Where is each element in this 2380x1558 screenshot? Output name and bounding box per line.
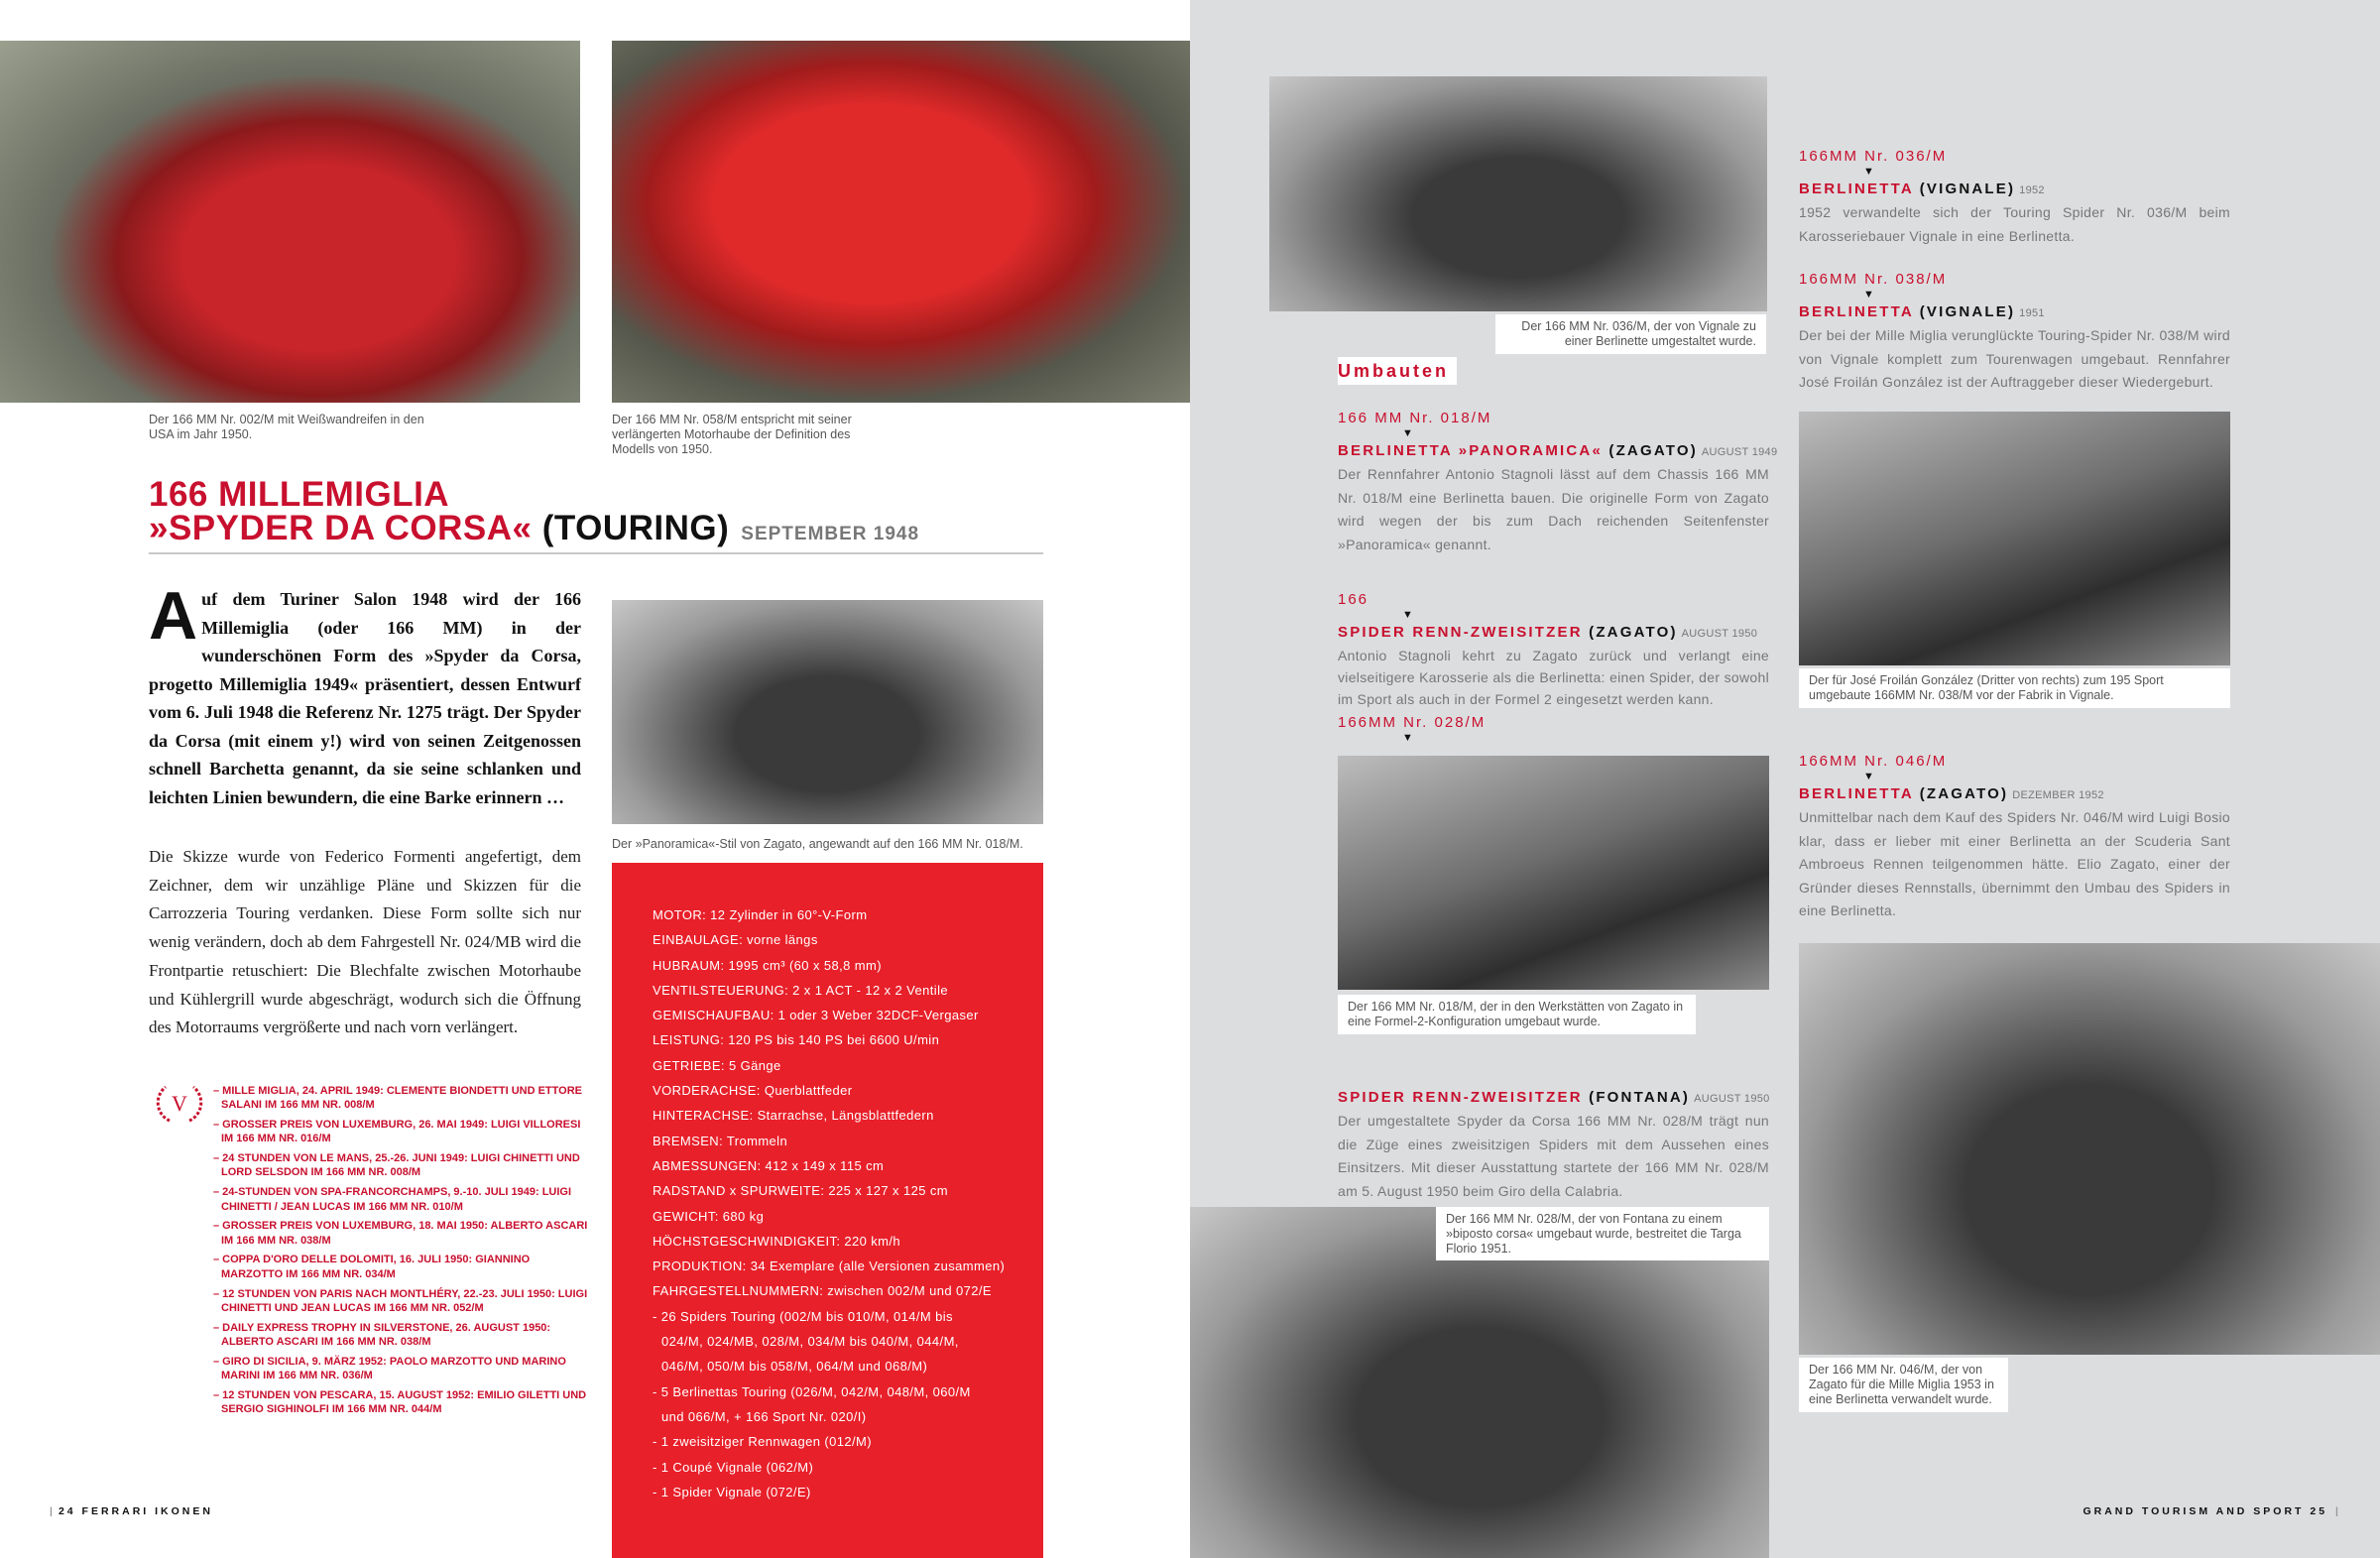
arrow-down-icon: ▼ <box>1402 732 1413 744</box>
entry-heading <box>1338 440 1778 463</box>
entry-date: 1951 <box>2019 307 2045 319</box>
spec-line: - 1 Coupé Vignale (062/M) <box>653 1459 814 1475</box>
footer-text: 24 FERRARI IKONEN <box>58 1505 213 1517</box>
entry-model: BERLINETTA <box>1799 303 1914 320</box>
spec-box <box>612 863 1043 1558</box>
spec-line: GEMISCHAUFBAU: 1 oder 3 Weber 32DCF-Vergaser <box>653 1008 979 1023</box>
photo-vignale-berlinetta-036 <box>1269 76 1767 311</box>
photo-zagato-berlinetta-520 <box>1799 943 2380 1355</box>
victory-item: – GROSSER PREIS VON LUXEMBURG, 26. MAI 1949: LUIGI VILLORESI IM 166 MM NR. 016/M <box>213 1119 581 1145</box>
photo-red-spyder-116 <box>612 41 1190 403</box>
photo-caption: Der 166 MM Nr. 002/M mit Weißwandreifen in den USA im Jahr 1950. <box>149 413 424 441</box>
entry-date: AUGUST 1950 <box>1694 1093 1770 1105</box>
entry-heading <box>1338 622 1769 645</box>
victory-item: – COPPA D'ORO DELLE DOLOMITI, 16. JULI 1950: GIANNINO MARZOTTO IM 166 MM NR. 034/M <box>213 1254 531 1280</box>
conversion-entry <box>1338 591 1769 710</box>
victory-item: – 24-STUNDEN VON SPA-FRANCORCHAMPS, 9.-10. JULI 1949: LUIGI CHINETTI / JEAN LUCAS IM 166 MM NR. 010/M <box>213 1186 572 1213</box>
title-coachbuilder: (TOURING) <box>541 509 730 547</box>
entry-coachbuilder: (FONTANA) <box>1589 1089 1691 1106</box>
photo-gonzalez-vignale <box>1799 412 2230 665</box>
spec-line: BREMSEN: Trommeln <box>653 1133 788 1148</box>
spec-line: PRODUKTION: 34 Exemplare (alle Versionen zusammen) <box>653 1258 1006 1274</box>
victory-item: – MILLE MIGLIA, 24. APRIL 1949: CLEMENTE BIONDETTI UND ETTORE SALANI IM 166 MM NR. 008/M <box>213 1085 583 1112</box>
title-divider <box>149 552 1043 554</box>
entry-coachbuilder: (ZAGATO) <box>1919 785 2009 802</box>
conversion-entry <box>1799 148 2230 248</box>
entry-date: AUGUST 1949 <box>1701 446 1778 458</box>
victory-item: – GIRO DI SICILIA, 9. MÄRZ 1952: PAOLO MARZOTTO UND MARINO MARINI IM 166 MM NR. 036/M <box>213 1355 566 1382</box>
chassis-number: 166MM Nr. 036/M <box>1799 148 1948 165</box>
entry-heading <box>1799 301 2230 324</box>
entry-coachbuilder: (ZAGATO) <box>1608 442 1698 459</box>
drop-cap: A <box>149 578 198 654</box>
photo-caption: Der für José Froilán González (Dritter von rechts) zum 195 Sport umgebaute 166MM Nr. 038/M vor der Fabrik in Vignale. <box>1799 668 2230 708</box>
spec-line: HUBRAUM: 1995 cm³ (60 x 58,8 mm) <box>653 957 882 973</box>
victory-item: – 12 STUNDEN VON PESCARA, 15. AUGUST 1952: EMILIO GILETTI UND SERGIO SIGHINOLFI IM 166 MM NR. 044/M <box>213 1388 587 1416</box>
entry-text: 1952 verwandelte sich der Touring Spider Nr. 036/M beim Karosseriebauer Vignale in eine Berlinetta. <box>1799 204 2230 244</box>
spec-line: ABMESSUNGEN: 412 x 149 x 115 cm <box>653 1157 885 1173</box>
entry-heading <box>1799 179 2230 201</box>
victory-item: – DAILY EXPRESS TROPHY IN SILVERSTONE, 26. AUGUST 1950: ALBERTO ASCARI IM 166 MM NR. 038/M <box>213 1321 551 1348</box>
photo-caption: Der 166 MM Nr. 046/M, der von Zagato für die Mille Miglia 1953 in eine Berlinetta verwandelt wurde. <box>1799 1358 2008 1412</box>
entry-coachbuilder: (VIGNALE) <box>1919 303 2016 320</box>
spec-line: VORDERACHSE: Querblattfeder <box>653 1083 853 1099</box>
arrow-down-icon: ▼ <box>1863 166 1874 178</box>
arrow-down-icon: ▼ <box>1863 289 1874 300</box>
laurel-victory-icon <box>156 1079 203 1127</box>
spec-line: RADSTAND x SPURWEITE: 225 x 127 x 125 cm <box>653 1183 948 1199</box>
page-footer-right: GRAND TOURISM AND SPORT 25 | <box>2082 1505 2338 1517</box>
chassis-number: 166MM Nr. 046/M <box>1799 753 1948 770</box>
title-date: SEPTEMBER 1948 <box>741 524 920 544</box>
victory-item: – GROSSER PREIS VON LUXEMBURG, 18. MAI 1950: ALBERTO ASCARI IM 166 MM NR. 038/M <box>213 1220 588 1247</box>
entry-heading <box>1799 783 2230 806</box>
chassis-number: 166 MM Nr. 018/M <box>1338 410 1492 426</box>
spec-line: MOTOR: 12 Zylinder in 60°-V-Form <box>653 907 868 922</box>
spec-line: EINBAULAGE: vorne längs <box>653 932 818 948</box>
spec-line: und 066/M, + 166 Sport Nr. 020/I) <box>661 1408 867 1424</box>
spec-line: HÖCHSTGESCHWINDIGKEIT: 220 km/h <box>653 1233 901 1249</box>
entry-text: Unmittelbar nach dem Kauf des Spiders Nr. 046/M wird Luigi Bosio klar, dass er lieber mit einer Berlinetta an der Scuderia Sant Ambroeus Rennen teilgenommen hätte. Elio Zagato, einer der Gründer dieses Rennstalls, übernimmt den Umbau des Spiders in eine Berlinetta. <box>1799 809 2230 919</box>
entry-model: BERLINETTA <box>1799 180 1914 197</box>
footer-text: GRAND TOURISM AND SPORT 25 <box>2082 1505 2328 1517</box>
entry-text: Der umgestaltete Spyder da Corsa 166 MM Nr. 028/M trägt nun die Züge eines zweisitzigen Spiders mit dem Aussehen eines Einsitzers. Mit dieser Ausstattung startete der 166 MM Nr. 028/M am 5. August 1950 beim Giro della Calabria. <box>1338 1113 1769 1199</box>
photo-caption: Der »Panoramica«-Stil von Zagato, angewandt auf den 166 MM Nr. 018/M. <box>612 837 1023 851</box>
entry-date: AUGUST 1950 <box>1681 628 1758 640</box>
title-line-1: 166 MILLEMIGLIA <box>149 475 450 514</box>
victory-item: – 12 STUNDEN VON PARIS NACH MONTLHÉRY, 22.-23. JULI 1950: LUIGI CHINETTI UND JEAN LUCAS IM 166 MM NR. 052/M <box>213 1287 588 1314</box>
entry-coachbuilder: (VIGNALE) <box>1919 180 2016 197</box>
entry-model: BERLINETTA »PANORAMICA« <box>1338 442 1603 459</box>
photo-caption: Der 166 MM Nr. 018/M, der in den Werkstätten von Zagato in eine Formel-2-Konfiguration umgebaut wurde. <box>1338 995 1696 1034</box>
spec-line: FAHRGESTELLNUMMERN: zwischen 002/M und 072/E <box>653 1283 992 1299</box>
conversion-entry <box>1338 410 1778 556</box>
spec-line: HINTERACHSE: Starrachse, Längsblattfedern <box>653 1108 934 1124</box>
lead-text: uf dem Turiner Salon 1948 wird der 166 Millemiglia (oder 166 MM) in der wunderschönen Form des »Spyder da Corsa, progetto Millemiglia 1949« präsentiert, dessen Entwurf vom 6. Juli 1948 die Referenz Nr. 1275 trägt. Der Spyder da Corsa (mit einem y!) wird von seinen Zeitgenossen schnell Barchetta genannt, da sie seine schlanken und leichten Linien bewundern, die eine Barke erinnern … <box>149 589 581 807</box>
page-title <box>149 475 920 551</box>
body-paragraph: Die Skizze wurde von Federico Formenti angefertigt, dem Zeichner, dem wir unzählige Pläne und Skizzen für die Carrozzeria Touring verdanken. Diese Form sollte sich nur wenig verändern, doch ab dem Fahrgestell Nr. 024/MB wird die Frontpartie retuschiert: Die Blechfalte zwischen Motorhaube und Kühlergrill wurde abgeschrägt, wodurch sich die Öffnung des Motorraums vergrößerte und nach vorn verlängert. <box>149 847 581 1037</box>
photo-caption: Der 166 MM Nr. 058/M entspricht mit seiner verlängerten Motorhaube der Definition des Modells von 1950. <box>612 413 852 456</box>
entry-model: BERLINETTA <box>1799 785 1914 802</box>
conversion-entry <box>1799 753 2230 923</box>
victories-list <box>213 1084 590 1422</box>
spec-line: VENTILSTEUERUNG: 2 x 1 ACT - 12 x 2 Ventile <box>653 982 949 998</box>
spec-line: - 26 Spiders Touring (002/M bis 010/M, 014/M bis <box>653 1308 953 1324</box>
photo-formula2-018 <box>1338 756 1769 990</box>
victory-item: – 24 STUNDEN VON LE MANS, 25.-26. JUNI 1949: LUIGI CHINETTI UND LORD SELSDON IM 166 MM NR. 008/M <box>213 1152 580 1179</box>
spec-line: - 1 zweisitziger Rennwagen (012/M) <box>653 1434 872 1450</box>
entry-model: SPIDER RENN-ZWEISITZER <box>1338 624 1583 641</box>
title-model: »SPYDER DA CORSA« <box>149 509 533 547</box>
spec-line: LEISTUNG: 120 PS bis 140 PS bei 6600 U/min <box>653 1032 940 1048</box>
entry-text: Der bei der Mille Miglia verunglückte Touring-Spider Nr. 038/M wird von Vignale komplett zum Tourenwagen umgebaut. Rennfahrer José Froilán González ist der Auftraggeber dieser Wiedergeburt. <box>1799 327 2230 391</box>
spec-line: GETRIEBE: 5 Gänge <box>653 1057 781 1073</box>
section-title: Umbauten <box>1338 357 1457 385</box>
page-footer-left: | 24 FERRARI IKONEN <box>50 1505 213 1517</box>
spec-line: GEWICHT: 680 kg <box>653 1208 765 1224</box>
spec-line: - 5 Berlinettas Touring (026/M, 042/M, 048/M, 060/M <box>653 1383 971 1399</box>
spec-line: 046/M, 050/M bis 058/M, 064/M und 068/M) <box>661 1359 928 1375</box>
entry-date: DEZEMBER 1952 <box>2012 789 2104 801</box>
arrow-down-icon: ▼ <box>1863 771 1874 782</box>
chassis-number: 166 <box>1338 591 1369 608</box>
chassis-number: 166MM Nr. 028/M <box>1338 714 1487 731</box>
arrow-down-icon: ▼ <box>1402 609 1413 621</box>
arrow-down-icon: ▼ <box>1402 427 1413 439</box>
svg-text:V: V <box>172 1091 187 1116</box>
entry-text: Der Rennfahrer Antonio Stagnoli lässt auf dem Chassis 166 MM Nr. 018/M eine Berlinetta bauen. Die originelle Form von Zagato wird wegen der bis zum Dach reichenden Seitenfenster »Panoramica« genannt. <box>1338 466 1769 552</box>
entry-heading <box>1338 1087 1769 1110</box>
entry-date: 1952 <box>2019 184 2045 196</box>
conversion-entry <box>1799 271 2230 395</box>
chassis-number: 166MM Nr. 038/M <box>1799 271 1948 288</box>
photo-caption: Der 166 MM Nr. 028/M, der von Fontana zu einem »biposto corsa« umgebaut wurde, bestreitet die Targa Florio 1951. <box>1436 1207 1769 1260</box>
photo-caption: Der 166 MM Nr. 036/M, der von Vignale zu einer Berlinette umgestaltet wurde. <box>1495 314 1766 354</box>
photo-panoramica-zagato <box>612 600 1043 824</box>
entry-model: SPIDER RENN-ZWEISITZER <box>1338 1089 1583 1106</box>
entry-coachbuilder: (ZAGATO) <box>1589 624 1678 641</box>
entry-text: Antonio Stagnoli kehrt zu Zagato zurück und verlangt eine vielseitigere Karosserie als die Berlinetta: einen Spider, der sowohl im Sport als auch in der Formel 2 eingesetzt werden kann. <box>1338 648 1769 707</box>
spec-line: - 1 Spider Vignale (072/E) <box>653 1484 811 1499</box>
spec-line: 024/M, 024/MB, 028/M, 034/M bis 040/M, 044/M, <box>661 1334 959 1350</box>
photo-red-spyder-whitewall <box>0 41 580 403</box>
lead-paragraph <box>149 578 581 811</box>
